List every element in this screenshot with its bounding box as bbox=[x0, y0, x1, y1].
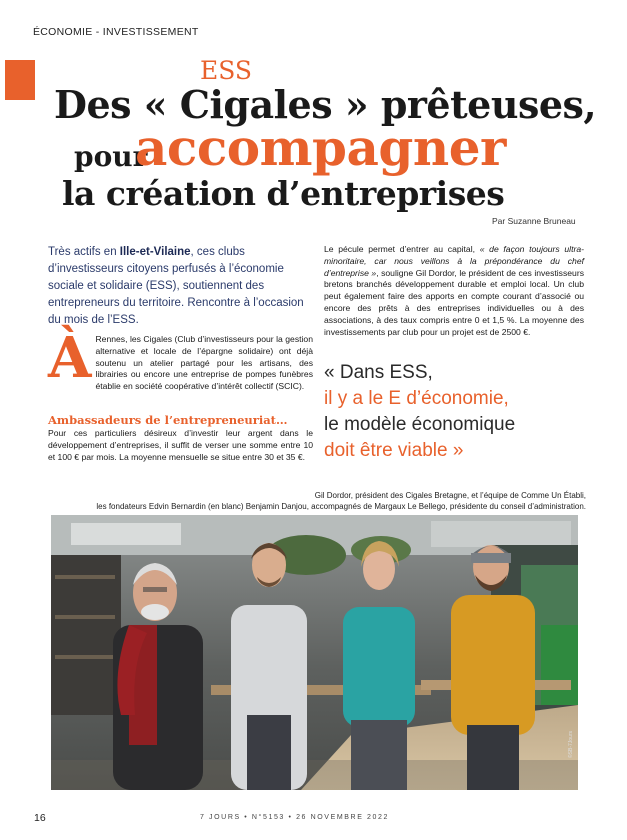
photo-caption-line-2: les fondateurs Edvin Bernardin (en blanc) Benjamin Danjou, accompagnés de Margaux Le Bellego, présidente du conseil d’administration. bbox=[96, 502, 586, 511]
intro-place: Ille-et-Vilaine bbox=[119, 246, 191, 258]
headline-line-3: la création d’entreprises bbox=[62, 174, 505, 213]
pull-quote-line-1: « Dans ESS, bbox=[324, 362, 433, 383]
body-left-paragraph-2: Pour ces particuliers désireux d’investir leur argent dans le développement d’entreprises, il suffit de verser une somme entre 10 et 100 € par mois. La moyenne mensuelle se situe entre 30 et 35 €. bbox=[48, 428, 313, 462]
group-photo-illustration bbox=[51, 515, 578, 790]
pull-quote-line-4: doit être viable » bbox=[324, 440, 464, 461]
subheading: Ambassadeurs de l’entrepreneuriat… bbox=[48, 413, 288, 427]
headline-line-2a: pour bbox=[74, 140, 148, 173]
body-left-paragraph-1 bbox=[48, 325, 313, 393]
headline-line-2b: accompagner bbox=[135, 118, 506, 177]
body-left-text-1: Rennes, les Cigales (Club d’investisseurs pour la gestion alternative et locale de l’épargne solidaire) ont déjà soutenu un atelier partagé pour les artisans, des librairies ou encore une entreprise de pompes funèbres établie en société coopérative d’intérêt collectif (SCIC). bbox=[95, 334, 313, 392]
intro-part-2: , ces clubs d’investisseurs citoyens perfusés à l’économie sociale et solidaire (ESS), soutiennent des entrepreneurs du territoire. Rencontre à l’occasion du mois de l’ESS. bbox=[48, 246, 304, 326]
dropcap: À bbox=[48, 325, 92, 391]
publication-footer: 7 JOURS • N°5153 • 26 NOVEMBRE 2022 bbox=[200, 814, 389, 821]
body-right-text-b: , souligne Gil Dordor, le président de ces investisseurs bretons branchés développement durable et emploi local. Un club peut également faire des apports en compte courant d’associé ou encore des prêts à des entreprises individuelles ou à des associations, à des taux compris entre 0 et 1,5 %. La moyenne des investissements par club pour un projet est de 2500 €. bbox=[324, 267, 584, 337]
group-photo bbox=[51, 515, 578, 790]
body-right-text-a: Le pécule permet d’entrer au capital, bbox=[324, 244, 480, 254]
byline: Par Suzanne Bruneau bbox=[492, 216, 576, 226]
pull-quote bbox=[324, 360, 604, 464]
headline-line-1: Des « Cigales » prêteuses, bbox=[54, 82, 597, 127]
photo-credit: ©SB-7Jours bbox=[568, 730, 574, 758]
photo-caption bbox=[40, 490, 586, 512]
intro-paragraph bbox=[48, 244, 313, 329]
headline bbox=[0, 50, 627, 220]
photo-caption-line-1: Gil Dordor, président des Cigales Bretagne, et l’équipe de Comme Un Établi, bbox=[314, 491, 586, 500]
section-rubric: ÉCONOMIE - INVESTISSEMENT bbox=[33, 26, 199, 38]
intro-part-1: Très actifs en bbox=[48, 246, 120, 258]
pull-quote-line-3: le modèle économique bbox=[324, 414, 516, 435]
body-right-quote: « de façon toujours ultra-minoritaire, car nous veillons à la prépondérance du chef d’entreprise » bbox=[324, 244, 584, 278]
pull-quote-line-2: il y a le E d’économie, bbox=[324, 388, 509, 409]
page-number: 16 bbox=[34, 812, 46, 824]
body-right-paragraph bbox=[324, 244, 584, 338]
headline-kicker: ESS bbox=[200, 56, 253, 85]
